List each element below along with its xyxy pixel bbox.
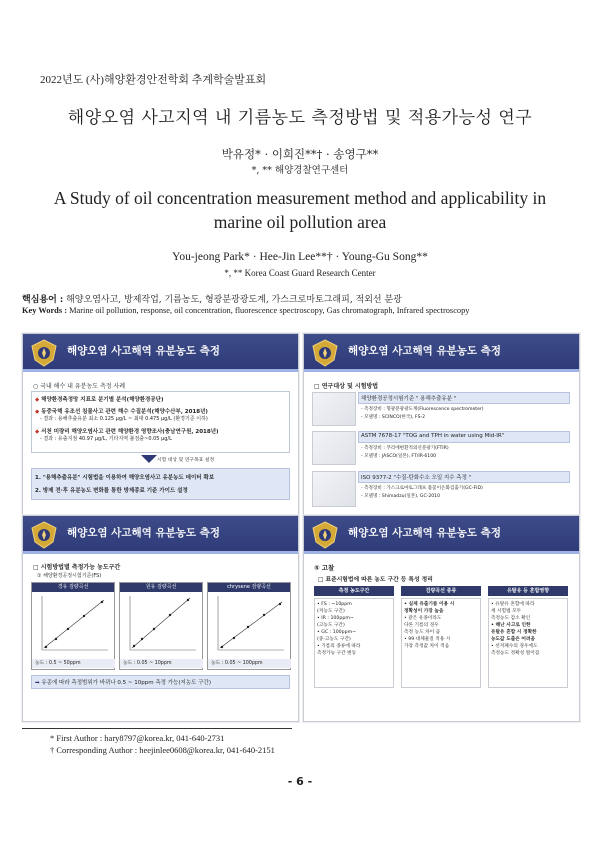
method-3-device: - 측정장비 : 가스크로마토그래프 불꽃이온화검출기(GC-FID): [361, 486, 483, 491]
slide-research-methods: [303, 333, 580, 540]
slide-discussion: [303, 515, 580, 722]
slide-header: [23, 516, 298, 554]
slide-header: [304, 334, 579, 372]
method-1-model: - 모델명 : SCINCO(한국), FS-2: [361, 415, 426, 420]
slide-header: [23, 334, 298, 372]
korean-affiliation: *, ** 해양경찰연구센터: [251, 165, 349, 176]
keywords-korean-text: 해양오염사고, 방제작업, 기름농도, 형광분광광도계, 가스크로마토그래피, 적외선 분광: [66, 295, 402, 305]
goal-2: 2. 방제 전·후 유분농도 변화를 통한 방제종료 기준 가이드 설정: [35, 488, 188, 494]
calibration-chart-chrysene: [207, 582, 291, 670]
footnote-divider: [22, 728, 292, 729]
calibration-plot: [208, 592, 288, 658]
method-2-device: - 측정장비 : 푸리에변환적외선분광기(FTIR): [361, 446, 449, 451]
chart-title: 원유 검량곡선: [120, 583, 202, 592]
calibration-plot: [120, 592, 200, 658]
col-body-calibration: • 실제 유출기름 이용 시 정확성이 가장 높음 • 같은 유종이라도 다른 기름의 경우 측정 농도 차이 큼 • 99 대체물질 적용 시 가장 측정값 차이 적음: [401, 598, 481, 688]
coast-guard-emblem-icon: [310, 338, 340, 368]
korean-authors: 박유정* · 이희진**† · 송영구**: [221, 147, 379, 161]
footnote-corresponding-author: † Corresponding Author : heejinlee0608@korea.kr, 041-640-2151: [50, 745, 275, 755]
slide-measurable-range: [22, 515, 299, 722]
down-arrow-icon: [141, 455, 157, 463]
case-3: ◆ 서천 미량리 해양오염사고 관련 해양환경 영향조사(충남연구원, 2018년): [35, 429, 219, 435]
korean-title: 해양오염 사고지역 내 기름농도 측정방법 및 적용가능성 연구: [67, 108, 533, 128]
section-sub: □ 표준시험법에 따른 농도 구간 등 특성 정리: [318, 577, 433, 583]
goal-1: 1. "용해추출유분" 시험법을 이용하여 해양오염사고 유분농도 데이터 확보: [35, 475, 215, 481]
coast-guard-emblem-icon: [29, 520, 59, 550]
header-stripe: [23, 369, 298, 372]
header-stripe: [23, 551, 298, 554]
slide-measurement-cases: [22, 333, 299, 540]
case-3-result: - 결과 : 유출지점 40.97 μg/L, 기타지역 불검출~0.05 μg/L: [40, 436, 172, 442]
chart-title: 경유 검량곡선: [32, 583, 114, 592]
slide-title: 해양오염 사고해역 유분농도 측정: [67, 345, 220, 357]
case-1: ◆ 해양환경측정망 지표로 분기별 분석(해양환경공단): [35, 397, 164, 403]
keywords-english-label: Key Words :: [22, 306, 67, 315]
page-number: - 6 -: [287, 775, 313, 788]
col-body-range: • FS : ~10ppm (저농도 구간) • IR : 100ppm~ (고농도 구간) • GC : 100ppm~ (중·고농도 구간) • 기름의 종류에 따라 측정가능 구간 변동: [314, 598, 394, 688]
gc-fid-image: [312, 471, 356, 507]
method-2-model: - 모델명 : JASCO(일본), FT/IR-6100: [361, 454, 437, 459]
method-3: ISO 9377-2 "수질-탄화수소 오일 지수 측정 ": [361, 475, 472, 481]
chart-title: chrysene 검량곡선: [208, 583, 290, 592]
section-heading: ○ 국내 해수 내 유분농도 측정 사례: [33, 383, 126, 390]
section-sub: ① 해양환경공정시험기준(FS): [37, 573, 102, 579]
chart-range: 농도 : 0.05 ~ 10ppm: [120, 659, 203, 668]
coast-guard-emblem-icon: [29, 338, 59, 368]
method-1: 해양환경공정시험기준 " 용해추출유분 ": [361, 396, 457, 402]
col-body-mixture: • 유탈유 혼합에 따라 세 시험법 모두 측정농도 감소 확인 • 해난 사고로 인한 유탈유 혼합 시 정확한 농도값 도출은 어려움 • 선저폐수의 경우에도 측정농도 정확성 떨어짐: [488, 598, 568, 688]
english-authors: You-jeong Park* · Hee-Jin Lee**† · Young-Gu Song**: [172, 251, 428, 263]
calibration-chart-diesel: [31, 582, 115, 670]
case-2-result: - 결과 : 용해추출유분 최소 0.125 μg/L ~ 최대 0.475 μg/L (환경기준 이하): [40, 416, 208, 422]
section-heading: ⑤ 고찰: [314, 564, 335, 572]
col-head-mixture: 유탈유 등 혼합영향: [488, 586, 568, 596]
case-2: ◆ 동중국해 유조선 침몰사고 관련 해수 수질분석(해양수산부, 2018년): [35, 409, 208, 415]
slide-title: 해양오염 사고해역 유분농도 측정: [348, 527, 501, 539]
header-stripe: [304, 551, 579, 554]
col-head-range: 측정 농도구간: [314, 586, 394, 596]
calibration-plot: [32, 592, 112, 658]
slide-header: [304, 516, 579, 554]
keywords-english: [22, 306, 469, 315]
ftir-image: [312, 431, 356, 465]
coast-guard-emblem-icon: [310, 520, 340, 550]
slide-title: 해양오염 사고해역 유분농도 측정: [67, 527, 220, 539]
footnote-first-author: * First Author : hary8797@korea.kr, 041-640-2731: [50, 733, 225, 743]
method-1-device: - 측정장비 : 형광분광광도계(Fluorescence spectrometer): [361, 407, 484, 412]
keywords-english-text: Marine oil pollution, response, oil concentration, fluorescence spectroscopy, Gas chromatograph, Infrared spectroscopy: [69, 306, 470, 315]
english-affiliation: *, ** Korea Coast Guard Research Center: [224, 268, 376, 278]
fluorescence-spectrometer-image: [312, 392, 356, 426]
col-head-calibration: 검량곡선 종류: [401, 586, 481, 596]
slide-title: 해양오염 사고해역 유분농도 측정: [348, 345, 501, 357]
english-title-line2: marine oil pollution area: [213, 212, 387, 232]
english-title-line1: A Study of oil concentration measurement method and applicability in: [53, 188, 547, 208]
method-3-model: - 모델명 : Shimadzu(일본), GC-2010: [361, 494, 441, 499]
keywords-korean: [22, 292, 402, 305]
header-stripe: [304, 369, 579, 372]
conference-header: 2022년도 (사)해양환경안전학회 추계학술발표회: [40, 74, 267, 86]
keywords-korean-label: 핵심용어 :: [22, 295, 64, 305]
section-heading: □ 연구대상 및 시험방법: [314, 383, 379, 390]
chart-range: 농도 : 0.5 ~ 50ppm: [32, 659, 115, 668]
section-heading: □ 시험방법별 측정가능 농도구간: [33, 564, 121, 571]
method-2: ASTM 7678-17 "TOG and TPH in water using Mid-IR": [361, 433, 505, 439]
range-note: ➡ 유종에 따라 측정범위가 바뀌나 0.5 ~ 10ppm 측정 가능(저농도 구간): [35, 680, 211, 686]
calibration-chart-crude: [119, 582, 203, 670]
chart-range: 농도 : 0.05 ~ 100ppm: [208, 659, 291, 668]
arrow-label: 시험 대상 및 연구목표 설정: [157, 458, 215, 463]
